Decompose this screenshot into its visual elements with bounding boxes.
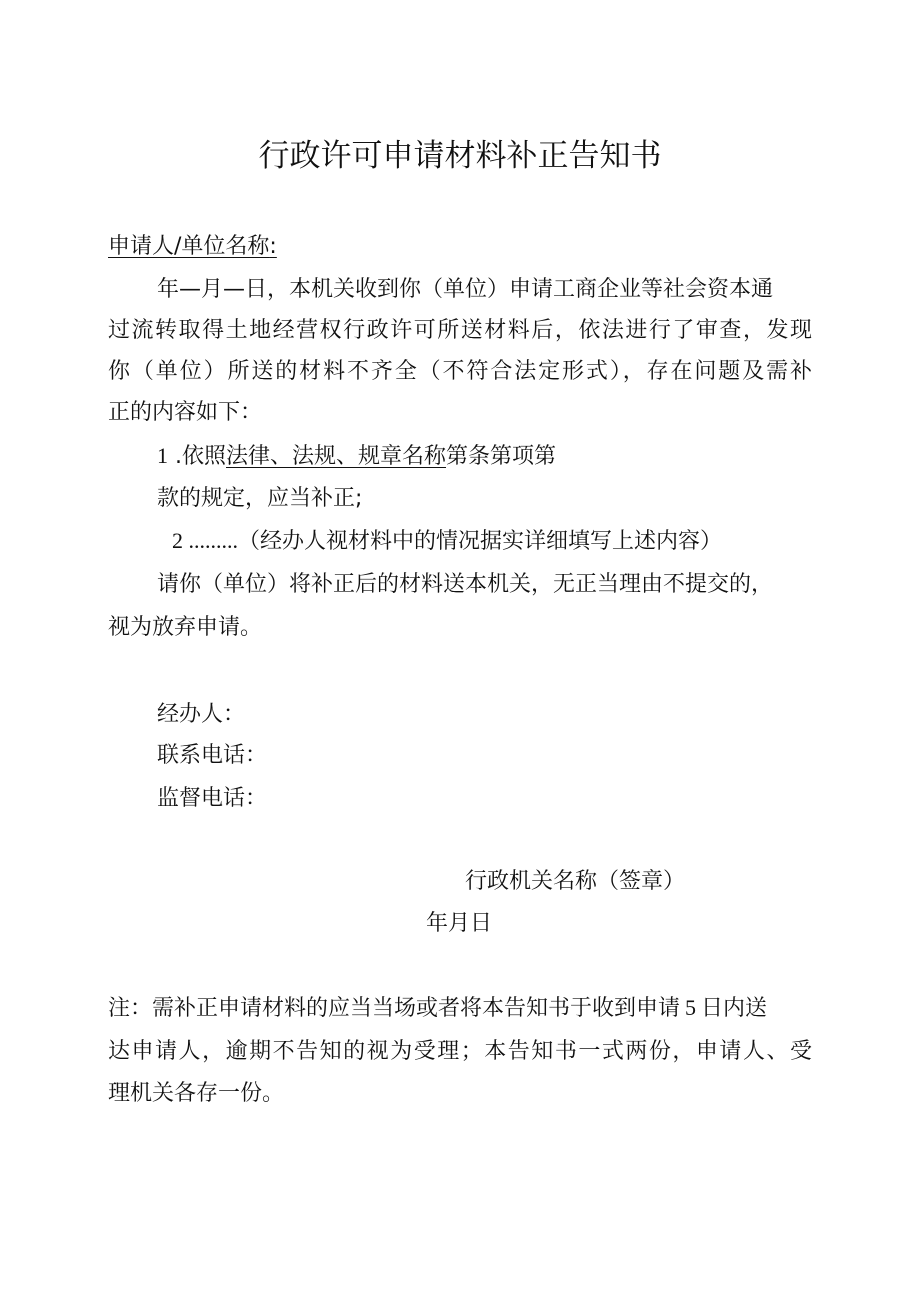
item-1-continuation: 款的规定，应当补正;	[157, 486, 363, 511]
item-1-line	[157, 441, 556, 472]
note-line-1-text: 注：需补正申请材料的应当当场或者将本告知书于收到申请	[108, 996, 681, 1021]
note-days-number: 5	[685, 995, 697, 1020]
note-line-1	[108, 993, 767, 1024]
note-line-3: 理机关各存一份。	[108, 1081, 285, 1106]
supervision-phone-label: 监督电话：	[157, 786, 268, 811]
note-line-1-end: 日内送	[701, 996, 768, 1021]
applicant-colon: :	[269, 234, 277, 259]
handler-label: 经办人：	[157, 702, 246, 727]
item-2-line	[172, 526, 722, 557]
note-line-2: 达申请人，逾期不告知的视为受理；本告知书一式两份，申请人、受	[108, 1039, 812, 1064]
body-line-4: 正的内容如下：	[108, 400, 263, 425]
item-2-number: 2	[172, 528, 183, 553]
item-1-suffix: 第条第项第	[446, 444, 557, 469]
authority-signature: 行政机关名称（签章）	[465, 869, 686, 894]
item-1-law-name: 法律、法规、规章名称	[226, 444, 447, 469]
body-line-3: 你（单位）所送的材料不齐全（不符合法定形式），存在问题及需补	[108, 359, 812, 384]
document-title: 行政许可申请材料补正告知书	[258, 138, 662, 174]
item-2-text: （经办人视材料中的情况据实详细填写上述内容）	[238, 529, 723, 554]
signature-date: 年月日	[426, 911, 493, 936]
phone-label: 联系电话：	[157, 743, 268, 768]
item-1-number: 1	[157, 443, 168, 468]
applicant-label: 申请人/单位名称	[108, 234, 270, 259]
applicant-line	[108, 232, 277, 262]
item-1-prefix: .依照	[168, 444, 226, 469]
item-2-dots: .........	[183, 528, 238, 553]
request-line-1: 请你（单位）将补正后的材料送本机关，无正当理由不提交的，	[157, 572, 774, 597]
body-line-1: 年—月—日，本机关收到你（单位）申请工商企业等社会资本通	[157, 277, 774, 302]
request-line-2: 视为放弃申请。	[108, 615, 263, 640]
body-line-2: 过流转取得土地经营权行政许可所送材料后，依法进行了审查，发现	[108, 318, 812, 343]
